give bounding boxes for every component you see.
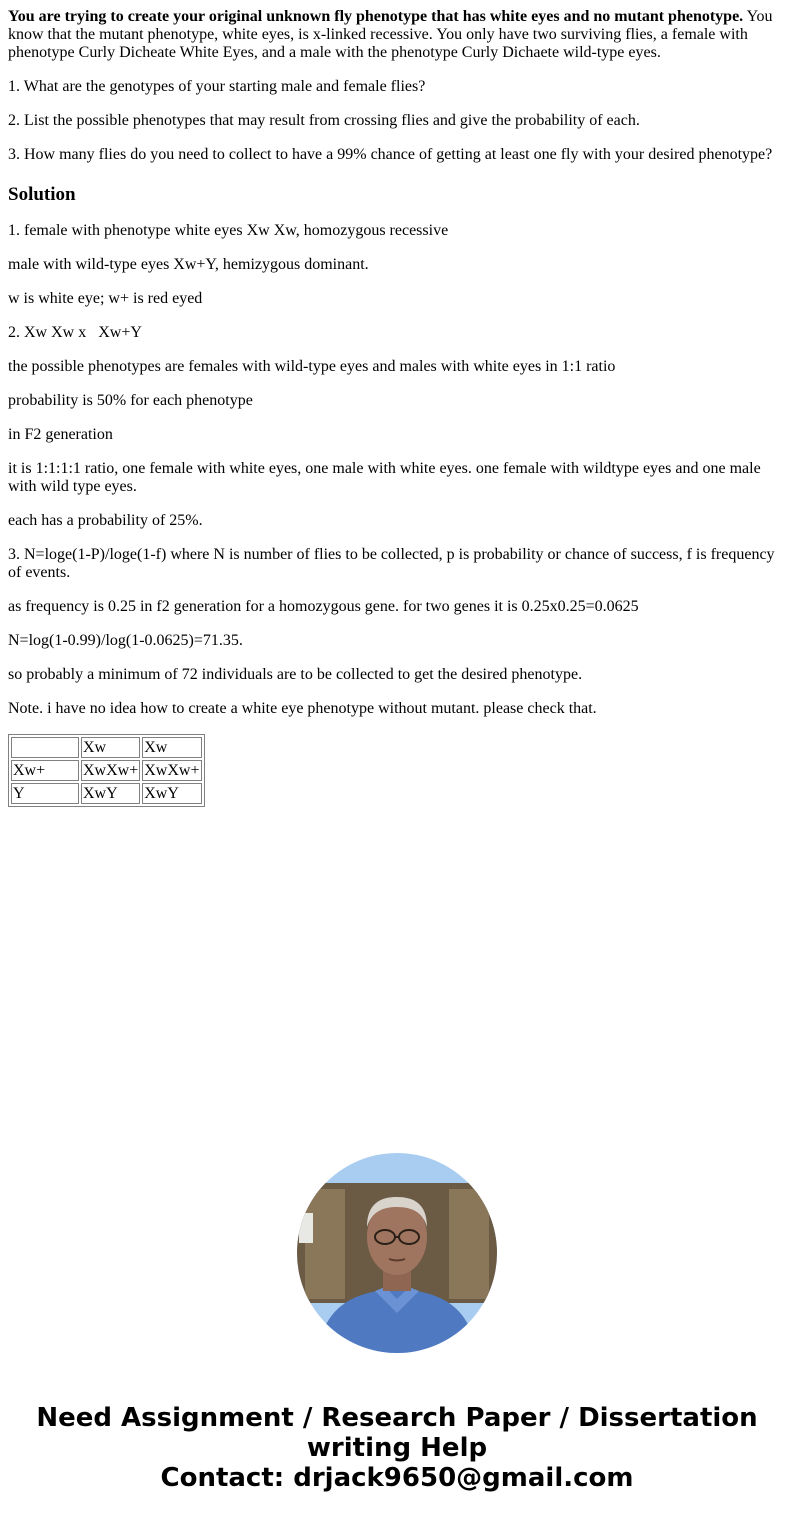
solution-paragraph: 2. Xw Xw x Xw+Y <box>8 324 142 341</box>
table-cell: Xw <box>81 737 140 758</box>
promo-banner <box>0 1403 794 1493</box>
table-cell: Xw <box>142 737 201 758</box>
question-2: 2. List the possible phenotypes that may result from crossing flies and give the probability of each. <box>8 112 640 129</box>
solution-paragraph: N=log(1-0.99)/log(1-0.0625)=71.35. <box>8 632 243 649</box>
solution-heading: Solution <box>8 184 76 205</box>
avatar-wall-panel-left <box>305 1189 345 1299</box>
solution-paragraph: in F2 generation <box>8 426 113 443</box>
question-intro-text: You know that the mutant phenotype, white eyes, is x-linked recessive. You only have two surviving flies, a female with phenotype Curly Dicheate White Eyes, and a male with the phenotype Curly Dichaete wild-type eyes. <box>8 8 773 61</box>
table-cell: XwXw+ <box>83 762 139 779</box>
solution-paragraph: w is white eye; w+ is red eyed <box>8 290 203 307</box>
table-cell: XwXw+ <box>144 762 200 779</box>
avatar-portrait <box>297 1153 497 1353</box>
avatar-wall-panel-right <box>449 1189 489 1299</box>
question-3: 3. How many flies do you need to collect to have a 99% chance of getting at least one fly with your desired phenotype? <box>8 146 773 163</box>
question-intro-bold: You are trying to create your original unknown fly phenotype that has white eyes and no mutant phenotype. <box>8 8 744 25</box>
table-cell: Xw+ <box>11 760 79 781</box>
solution-paragraph: the possible phenotypes are females with wild-type eyes and males with white eyes in 1:1 ratio <box>8 358 616 375</box>
promo-line: writing Help <box>306 1433 488 1463</box>
solution-paragraph: so probably a minimum of 72 individuals are to be collected to get the desired phenotype. <box>8 666 583 683</box>
avatar <box>297 1153 497 1353</box>
table-cell: XwY <box>142 783 201 804</box>
promo-contact: Contact: drjack9650@gmail.com <box>160 1463 634 1493</box>
solution-paragraph: male with wild-type eyes Xw+Y, hemizygous dominant. <box>8 256 369 273</box>
table-cell: Y <box>11 783 79 804</box>
solution-paragraph: 1. female with phenotype white eyes Xw Xw, homozygous recessive <box>8 222 449 239</box>
table-cell <box>11 737 79 758</box>
avatar-switch-board <box>299 1213 313 1243</box>
table-cell: XwY <box>81 783 140 804</box>
promo-line: Need Assignment / Research Paper / Dissertation <box>36 1403 758 1433</box>
solution-paragraph: Note. i have no idea how to create a white eye phenotype without mutant. please check that. <box>8 700 597 717</box>
punnett-square-table <box>8 734 205 807</box>
table-row <box>11 737 202 758</box>
question-intro <box>8 8 786 62</box>
question-1: 1. What are the genotypes of your starting male and female flies? <box>8 78 426 95</box>
table-row <box>11 760 202 781</box>
solution-paragraph: each has a probability of 25%. <box>8 512 203 529</box>
solution-paragraph: it is 1:1:1:1 ratio, one female with white eyes, one male with white eyes. one female with wildtype eyes and one male with wild type eyes. <box>8 460 761 495</box>
solution-paragraph: 3. N=loge(1-P)/loge(1-f) where N is number of flies to be collected, p is probability or chance of success, f is frequency of events. <box>8 546 775 581</box>
solution-paragraph: as frequency is 0.25 in f2 generation for a homozygous gene. for two genes it is 0.25x0.25=0.0625 <box>8 598 639 615</box>
table-row <box>11 783 202 804</box>
solution-paragraph: probability is 50% for each phenotype <box>8 392 253 409</box>
